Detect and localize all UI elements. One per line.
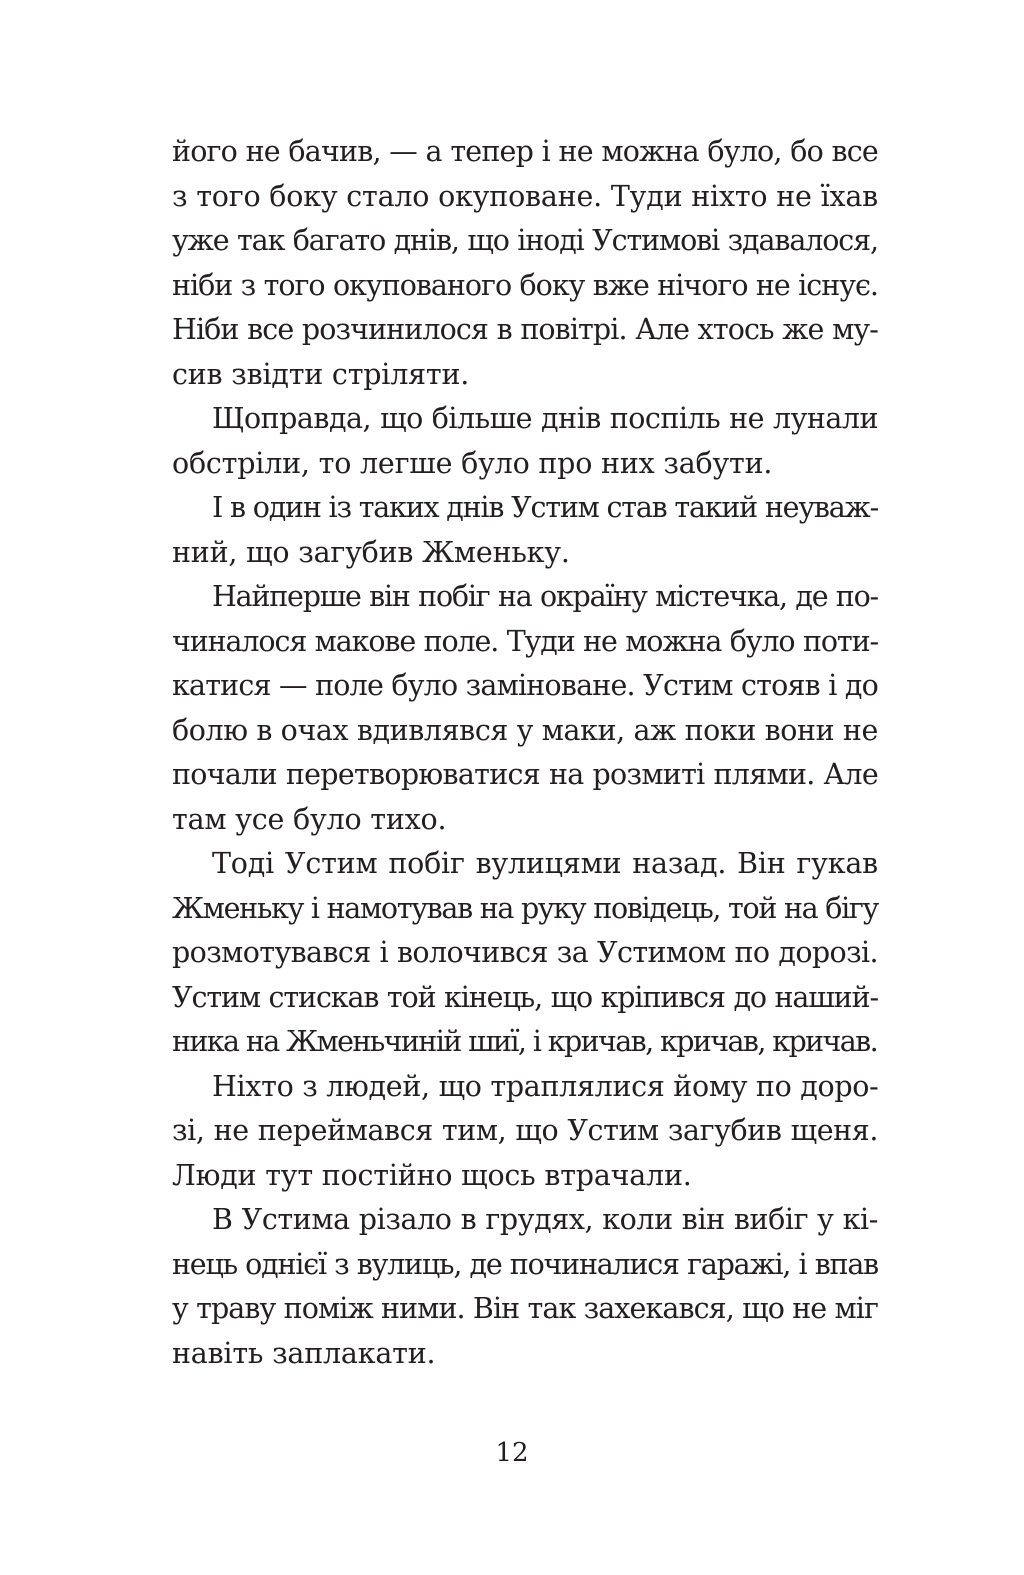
text-line: його не бачив, — а тепер і не можна було, бо все xyxy=(172,135,878,168)
text-line: болю в очах вдивлявся у маки, аж поки вони не xyxy=(172,713,878,747)
text-line: Щоправда, що більше днів поспіль не лунали xyxy=(212,402,878,435)
text-line: зі, не переймався тим, що Устим загубив щеня. xyxy=(172,1114,878,1147)
text-line: там усе було тихо. xyxy=(172,802,447,836)
text-line: з того боку стало окуповане. Туди ніхто не їхав xyxy=(172,179,878,213)
text-line: уже так багато днів, що іноді Устимові здавалося, xyxy=(172,224,878,257)
text-line: катися — поле було заміноване. Устим стояв і до xyxy=(172,669,878,702)
text-line: обстріли, то легше було про них забути. xyxy=(172,446,773,480)
text-line: ний, що загубив Жменьку. xyxy=(172,535,570,569)
text-line: Устим стискав той кінець, що кріпився до наший- xyxy=(172,980,878,1014)
text-line: Тоді Устим побіг вулицями назад. Він гукав xyxy=(212,847,878,880)
text-line: Ніхто з людей, що траплялися йому по доро- xyxy=(212,1069,879,1103)
text-line: сив звідти стріляти. xyxy=(172,357,470,391)
page-number: 12 xyxy=(495,1438,529,1468)
text-line: Найперше він побіг на окраїну містечка, де по- xyxy=(212,580,878,613)
text-line: ніби з того окупованого боку вже нічого не існує. xyxy=(172,268,878,302)
text-line: Люди тут постійно щось втрачали. xyxy=(172,1158,692,1192)
text-line: Жменьку і намотував на руку повідець, той на бігу xyxy=(172,891,878,925)
text-line: нець однієї з вулиць, де починалися гаражі, і впав xyxy=(172,1247,878,1281)
text-line: ника на Жменьчиній шиї, і кричав, кричав, кричав. xyxy=(172,1025,878,1058)
text-line: розмотувався і волочився за Устимом по дорозі. xyxy=(172,936,878,969)
text-line: у траву поміж ними. Він так захекався, що не міг xyxy=(172,1292,878,1325)
text-line: Ніби все розчинилося в повітрі. Але хтось же му- xyxy=(172,313,878,346)
text-line: В Устима різало в грудях, коли він вибіг у кі- xyxy=(212,1203,878,1236)
body-text xyxy=(172,130,878,1376)
text-line: чиналося макове поле. Туди не можна було поти- xyxy=(172,624,878,658)
text-line: навіть заплакати. xyxy=(172,1336,436,1370)
text-line: почали перетворюватися на розмиті плями. Але xyxy=(172,758,878,791)
text-line: І в один із таких днів Устим став такий неуваж- xyxy=(212,491,878,524)
